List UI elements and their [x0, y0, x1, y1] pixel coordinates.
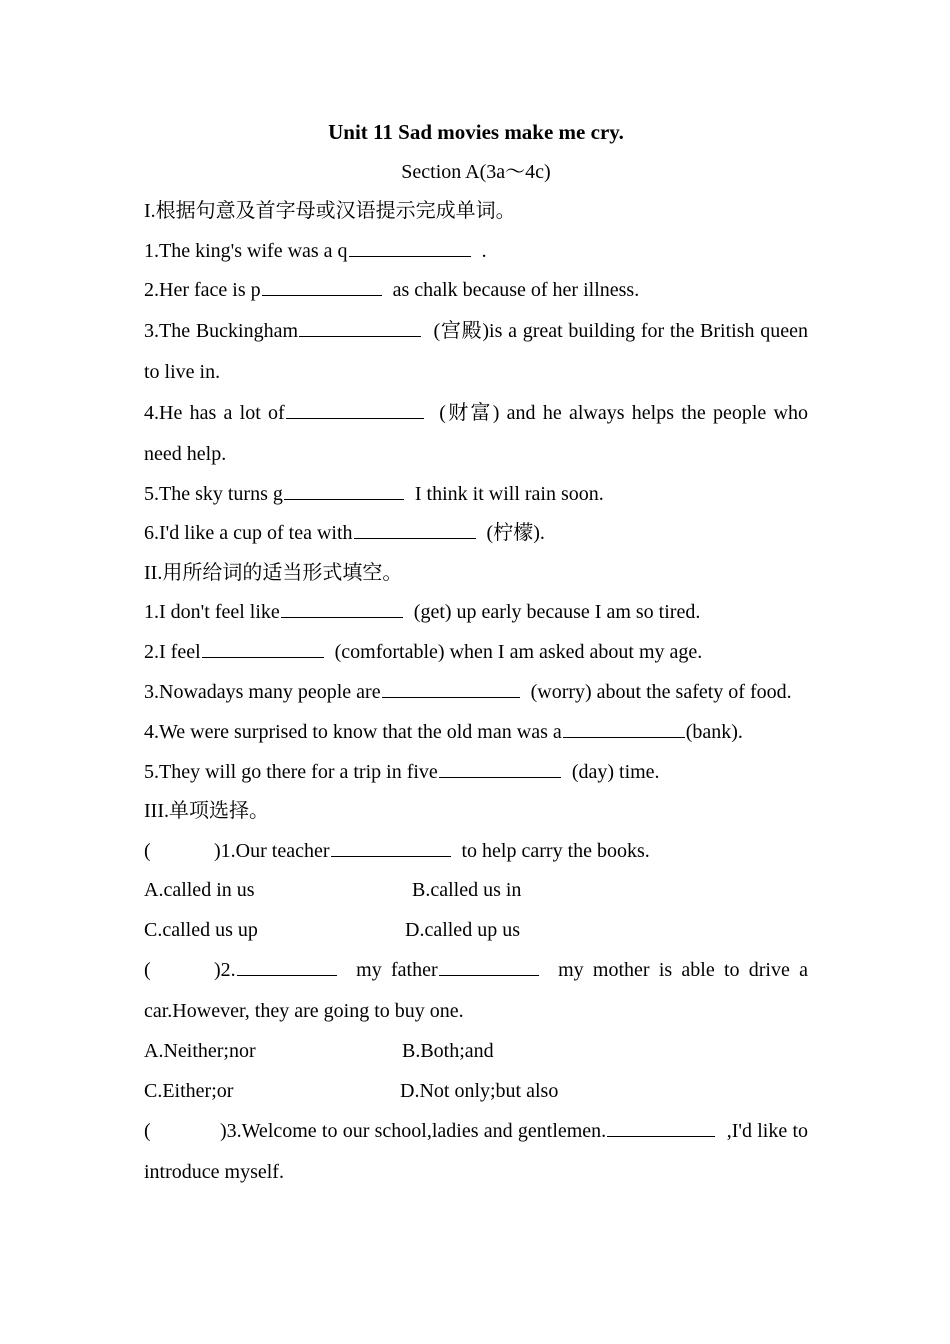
option-a[interactable]: A.called in us [144, 879, 255, 901]
answer-blank[interactable] [331, 838, 451, 857]
option-b[interactable]: B.Both;and [402, 1040, 494, 1062]
answer-blank[interactable] [262, 277, 382, 296]
answer-blank[interactable] [563, 719, 685, 738]
answer-blank[interactable] [284, 481, 404, 500]
answer-blank[interactable] [607, 1118, 715, 1137]
part2-question-5: 5.They will go there for a trip in five (day) time. [144, 760, 660, 783]
part2-question-1: 1.I don't feel like (get) up early because I am so tired. [144, 601, 701, 623]
page-subtitle: Section A(3a～4c) [401, 160, 551, 183]
part3-question-2: ( )2. my father my mother is able to drive a car.However, they are going to buy one. [144, 959, 808, 1022]
option-c[interactable]: C.called us up [144, 918, 258, 941]
answer-blank[interactable] [299, 318, 421, 337]
worksheet-content [144, 113, 808, 1193]
part1-question-6: 6.I'd like a cup of tea with (柠檬). [144, 522, 545, 544]
answer-blank[interactable] [382, 679, 520, 698]
part1-question-5: 5.The sky turns g I think it will rain soon. [144, 482, 604, 505]
answer-blank[interactable] [237, 957, 337, 976]
option-d[interactable]: D.Not only;but also [400, 1079, 559, 1102]
option-a[interactable]: A.Neither;nor [144, 1040, 256, 1062]
part1-heading: I.根据句意及首字母或汉语提示完成单词。 [144, 200, 516, 222]
part3-question-2-options-ab [144, 1032, 808, 1072]
part3-question-1-options-cd [144, 911, 808, 951]
part3-question-1: ( )1.Our teacher to help carry the books. [144, 839, 650, 862]
part1-question-1: 1.The king's wife was a q . [144, 239, 487, 262]
answer-blank[interactable] [354, 520, 476, 539]
part3-question-1-options-ab [144, 871, 808, 911]
answer-blank[interactable] [202, 639, 324, 658]
answer-blank[interactable] [439, 759, 561, 778]
answer-blank[interactable] [281, 599, 403, 618]
answer-blank[interactable] [439, 957, 539, 976]
answer-blank[interactable] [349, 238, 471, 257]
part2-question-2: 2.I feel (comfortable) when I am asked about my age. [144, 640, 703, 663]
part2-heading: II.用所给词的适当形式填空。 [144, 561, 403, 584]
part1-question-3: 3.The Buckingham (宫殿)is a great building for the British queen to live in. [144, 319, 808, 383]
part3-question-2-options-cd [144, 1072, 808, 1112]
option-c[interactable]: C.Either;or [144, 1079, 234, 1102]
part3-heading: III.单项选择。 [144, 800, 269, 822]
page-title: Unit 11 Sad movies make me cry. [328, 120, 624, 144]
part1-question-4: 4.He has a lot of (财富) and he always helps the people who need help. [144, 401, 808, 465]
part3-question-3: ( )3.Welcome to our school,ladies and gentlemen. ,I'd like to introduce myself. [144, 1120, 808, 1183]
part2-question-4: 4.We were surprised to know that the old man was a (bank). [144, 721, 743, 743]
part1-question-2: 2.Her face is p as chalk because of her illness. [144, 279, 640, 301]
answer-blank[interactable] [286, 400, 424, 419]
part2-question-3: 3.Nowadays many people are (worry) about the safety of food. [144, 681, 792, 703]
option-d[interactable]: D.called up us [405, 918, 520, 941]
option-b[interactable]: B.called us in [412, 879, 522, 901]
